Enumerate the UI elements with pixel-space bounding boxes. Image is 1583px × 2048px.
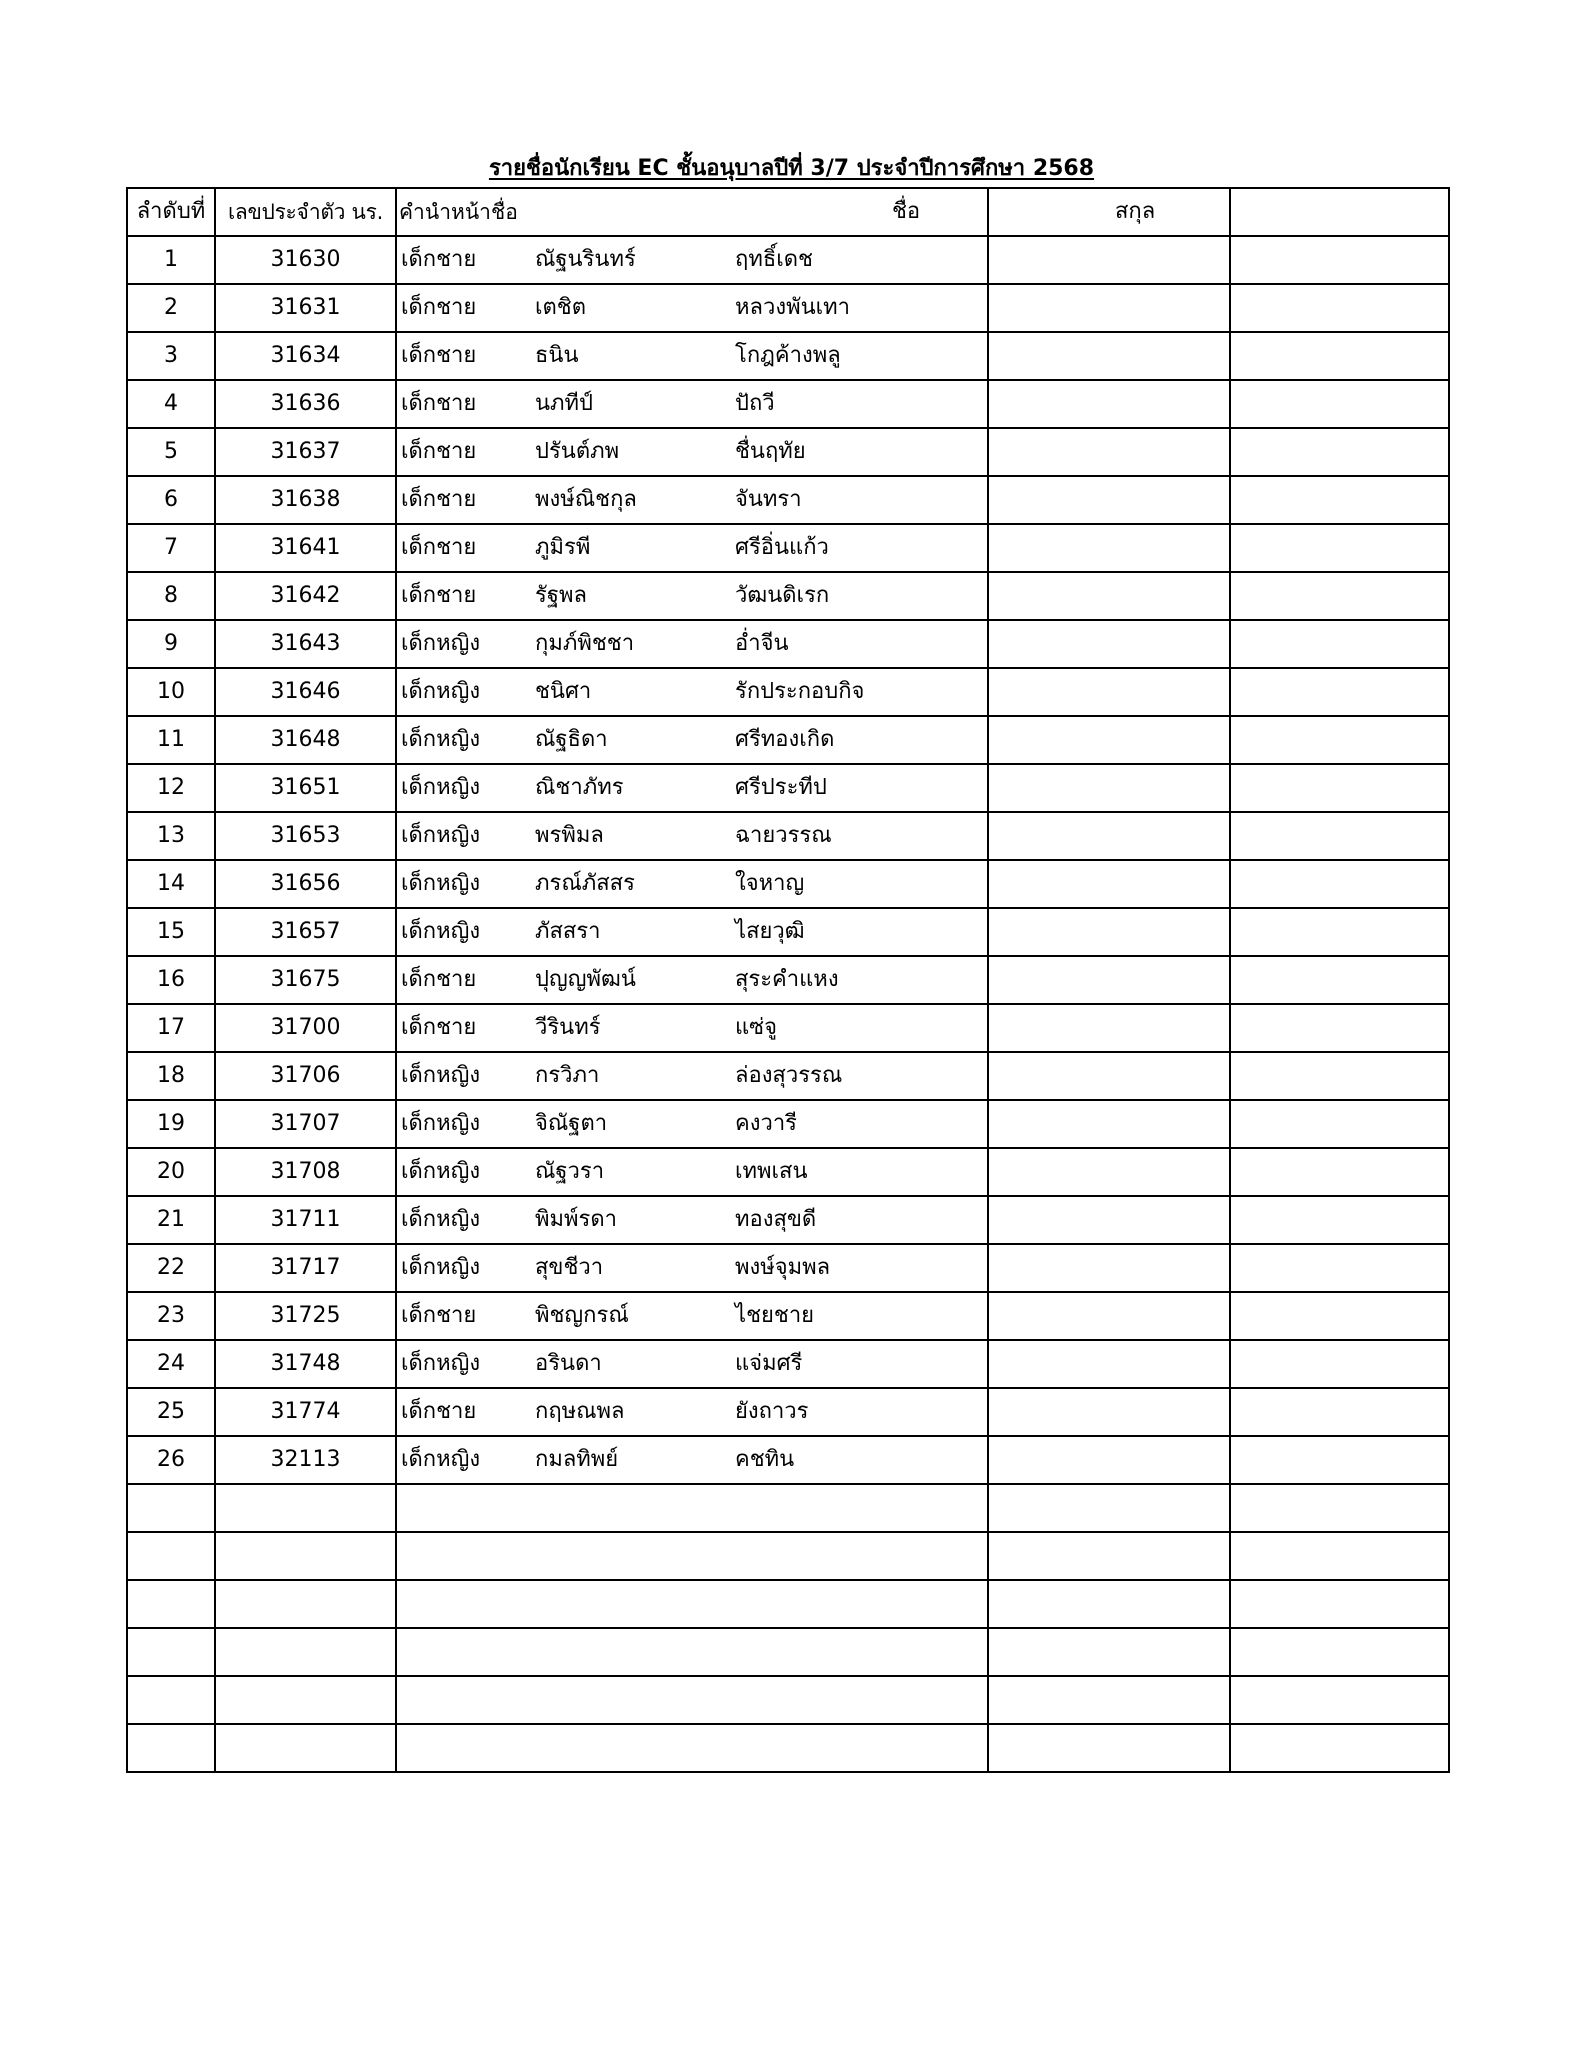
row-student-id: 31636: [215, 380, 396, 428]
row-name-cell: [396, 284, 988, 332]
row-first-name: ภรณ์ภัสสร: [535, 871, 635, 896]
empty-cell-blank-1: [988, 1676, 1230, 1724]
row-first-name: วีรินทร์: [535, 1015, 601, 1040]
row-blank-column-2: [1230, 380, 1449, 428]
table-row: [127, 1052, 1449, 1100]
header-no: ลำดับที่: [127, 188, 215, 236]
page-title: รายชื่อนักเรียน EC ชั้นอนุบาลปีที่ 3/7 ประจำปีการศึกษา 2568: [488, 156, 1095, 181]
row-no: 3: [127, 332, 215, 380]
row-blank-column-1: [988, 1004, 1230, 1052]
row-student-id: 31642: [215, 572, 396, 620]
row-no: 14: [127, 860, 215, 908]
row-last-name: ทองสุขดี: [735, 1207, 817, 1232]
empty-cell-blank-2: [1230, 1724, 1449, 1772]
header-student-id: เลขประจำตัว นร.: [215, 188, 396, 236]
roster-body: [127, 188, 1449, 1772]
table-row: [127, 668, 1449, 716]
row-blank-column-1: [988, 524, 1230, 572]
row-blank-column-1: [988, 860, 1230, 908]
row-blank-column-2: [1230, 1052, 1449, 1100]
row-last-name: ศรีอิ่นแก้ว: [735, 535, 829, 560]
empty-cell-student-id: [215, 1580, 396, 1628]
row-blank-column-2: [1230, 764, 1449, 812]
row-first-name: ชนิศา: [535, 679, 592, 704]
row-no: 6: [127, 476, 215, 524]
row-student-id: 31638: [215, 476, 396, 524]
empty-cell-no: [127, 1484, 215, 1532]
empty-table-row: [127, 1628, 1449, 1676]
empty-cell-name: [396, 1484, 988, 1532]
row-last-name: หลวงพันเทา: [735, 295, 850, 320]
row-prefix: เด็กชาย: [401, 1399, 477, 1424]
row-blank-column-2: [1230, 1196, 1449, 1244]
table-row: [127, 1196, 1449, 1244]
row-name-cell: [396, 524, 988, 572]
row-first-name: รัฐพล: [535, 583, 587, 608]
table-row: [127, 1388, 1449, 1436]
row-prefix: เด็กหญิง: [401, 1447, 481, 1472]
row-prefix: เด็กชาย: [401, 391, 477, 416]
row-no: 17: [127, 1004, 215, 1052]
row-first-name: อรินดา: [535, 1351, 602, 1376]
row-prefix: เด็กชาย: [401, 439, 477, 464]
row-student-id: 31630: [215, 236, 396, 284]
row-last-name: จันทรา: [735, 487, 802, 512]
header-prefix: คำนำหน้าชื่อ: [399, 200, 518, 224]
empty-cell-blank-2: [1230, 1580, 1449, 1628]
row-first-name: พงษ์ณิชกุล: [535, 487, 637, 512]
empty-cell-blank-2: [1230, 1628, 1449, 1676]
row-no: 1: [127, 236, 215, 284]
row-blank-column-1: [988, 380, 1230, 428]
row-name-cell: [396, 1148, 988, 1196]
row-blank-column-1: [988, 1052, 1230, 1100]
row-blank-column-2: [1230, 572, 1449, 620]
row-blank-column-2: [1230, 1004, 1449, 1052]
row-first-name: กฤษณพล: [535, 1399, 625, 1424]
row-blank-column-2: [1230, 524, 1449, 572]
row-name-cell: [396, 1436, 988, 1484]
row-name-cell: [396, 668, 988, 716]
row-last-name: แซ่จู: [735, 1015, 778, 1040]
row-first-name: พรพิมล: [535, 823, 604, 848]
row-student-id: 31643: [215, 620, 396, 668]
row-last-name: คชทิน: [735, 1447, 795, 1472]
header-last-name: สกุล: [1115, 199, 1156, 224]
row-last-name: รักประกอบกิจ: [735, 679, 865, 704]
row-blank-column-2: [1230, 1100, 1449, 1148]
header-blank-column-1: [988, 188, 1230, 236]
row-name-cell: [396, 1196, 988, 1244]
table-row: [127, 812, 1449, 860]
row-student-id: 31707: [215, 1100, 396, 1148]
row-student-id: 31700: [215, 1004, 396, 1052]
empty-cell-blank-1: [988, 1580, 1230, 1628]
empty-cell-student-id: [215, 1724, 396, 1772]
row-blank-column-1: [988, 1148, 1230, 1196]
row-blank-column-2: [1230, 1148, 1449, 1196]
row-no: 19: [127, 1100, 215, 1148]
row-name-cell: [396, 380, 988, 428]
row-last-name: ศรีทองเกิด: [735, 727, 835, 752]
row-last-name: ยังถาวร: [735, 1399, 809, 1424]
row-student-id: 31631: [215, 284, 396, 332]
empty-cell-blank-1: [988, 1724, 1230, 1772]
row-prefix: เด็กหญิง: [401, 1207, 481, 1232]
row-blank-column-2: [1230, 476, 1449, 524]
row-no: 7: [127, 524, 215, 572]
row-prefix: เด็กหญิง: [401, 679, 481, 704]
row-no: 16: [127, 956, 215, 1004]
row-last-name: ฉายวรรณ: [735, 823, 832, 848]
row-prefix: เด็กชาย: [401, 343, 477, 368]
row-no: 4: [127, 380, 215, 428]
empty-cell-no: [127, 1532, 215, 1580]
row-name-cell: [396, 1292, 988, 1340]
row-no: 10: [127, 668, 215, 716]
table-row: [127, 764, 1449, 812]
row-prefix: เด็กหญิง: [401, 775, 481, 800]
row-blank-column-1: [988, 476, 1230, 524]
row-name-cell: [396, 860, 988, 908]
empty-cell-blank-2: [1230, 1532, 1449, 1580]
row-last-name: สุระคำแหง: [735, 967, 839, 992]
empty-cell-student-id: [215, 1484, 396, 1532]
row-no: 8: [127, 572, 215, 620]
row-blank-column-2: [1230, 1388, 1449, 1436]
empty-cell-student-id: [215, 1676, 396, 1724]
row-name-cell: [396, 812, 988, 860]
row-blank-column-1: [988, 620, 1230, 668]
table-row: [127, 860, 1449, 908]
row-prefix: เด็กชาย: [401, 1303, 477, 1328]
row-no: 25: [127, 1388, 215, 1436]
row-prefix: เด็กหญิง: [401, 1159, 481, 1184]
row-blank-column-2: [1230, 1292, 1449, 1340]
row-first-name: ณัฐธิดา: [535, 727, 608, 752]
row-student-id: 31651: [215, 764, 396, 812]
row-no: 23: [127, 1292, 215, 1340]
row-name-cell: [396, 236, 988, 284]
row-prefix: เด็กหญิง: [401, 1111, 481, 1136]
row-last-name: ล่องสุวรรณ: [735, 1063, 843, 1088]
row-blank-column-1: [988, 1340, 1230, 1388]
header-blank-column-2: [1230, 188, 1449, 236]
row-last-name: คงวารี: [735, 1111, 797, 1136]
row-first-name: กุมภ์พิชชา: [535, 631, 635, 656]
row-name-cell: [396, 1388, 988, 1436]
table-row: [127, 1436, 1449, 1484]
row-first-name: ภูมิรพี: [535, 535, 591, 560]
row-first-name: กมลทิพย์: [535, 1447, 619, 1472]
row-blank-column-2: [1230, 1340, 1449, 1388]
row-no: 21: [127, 1196, 215, 1244]
empty-cell-no: [127, 1580, 215, 1628]
row-last-name: ศรีประทีป: [735, 775, 827, 800]
row-prefix: เด็กชาย: [401, 583, 477, 608]
row-last-name: ฤทธิ์เดช: [735, 247, 813, 272]
row-blank-column-2: [1230, 428, 1449, 476]
empty-cell-student-id: [215, 1628, 396, 1676]
table-row: [127, 620, 1449, 668]
empty-table-row: [127, 1532, 1449, 1580]
row-student-id: 31648: [215, 716, 396, 764]
row-blank-column-2: [1230, 1436, 1449, 1484]
row-blank-column-2: [1230, 620, 1449, 668]
row-last-name: วัฒนดิเรก: [735, 583, 830, 608]
row-blank-column-1: [988, 1100, 1230, 1148]
row-blank-column-1: [988, 236, 1230, 284]
row-first-name: ณัฐวรา: [535, 1159, 605, 1184]
row-blank-column-2: [1230, 668, 1449, 716]
row-no: 12: [127, 764, 215, 812]
row-name-cell: [396, 476, 988, 524]
row-blank-column-1: [988, 764, 1230, 812]
row-prefix: เด็กชาย: [401, 967, 477, 992]
row-student-id: 31725: [215, 1292, 396, 1340]
row-no: 9: [127, 620, 215, 668]
row-prefix: เด็กหญิง: [401, 919, 481, 944]
row-name-cell: [396, 332, 988, 380]
row-last-name: ชื่นฤทัย: [735, 439, 806, 464]
row-no: 2: [127, 284, 215, 332]
row-blank-column-1: [988, 1388, 1230, 1436]
row-blank-column-2: [1230, 236, 1449, 284]
row-no: 5: [127, 428, 215, 476]
row-first-name: ธนิน: [535, 343, 579, 368]
header-first-name: ชื่อ: [892, 199, 921, 224]
row-student-id: 32113: [215, 1436, 396, 1484]
row-blank-column-1: [988, 572, 1230, 620]
row-student-id: 31748: [215, 1340, 396, 1388]
empty-table-row: [127, 1724, 1449, 1772]
row-student-id: 31774: [215, 1388, 396, 1436]
row-blank-column-1: [988, 668, 1230, 716]
row-student-id: 31657: [215, 908, 396, 956]
row-last-name: ใจหาญ: [735, 871, 805, 896]
row-student-id: 31708: [215, 1148, 396, 1196]
row-name-cell: [396, 956, 988, 1004]
row-first-name: เตชิต: [535, 295, 587, 320]
empty-cell-no: [127, 1628, 215, 1676]
table-row: [127, 572, 1449, 620]
row-blank-column-1: [988, 908, 1230, 956]
row-blank-column-2: [1230, 716, 1449, 764]
row-first-name: สุขชีวา: [535, 1255, 604, 1280]
row-prefix: เด็กชาย: [401, 1015, 477, 1040]
empty-table-row: [127, 1580, 1449, 1628]
row-student-id: 31653: [215, 812, 396, 860]
header-name-cell: [396, 188, 1156, 236]
table-row: [127, 1004, 1449, 1052]
row-no: 13: [127, 812, 215, 860]
row-prefix: เด็กหญิง: [401, 1255, 481, 1280]
row-first-name: ปุญญพัฒน์: [535, 967, 636, 992]
row-blank-column-1: [988, 956, 1230, 1004]
row-last-name: พงษ์จุมพล: [735, 1255, 831, 1280]
row-student-id: 31675: [215, 956, 396, 1004]
row-no: 18: [127, 1052, 215, 1100]
row-last-name: ไชยชาย: [735, 1303, 815, 1328]
row-first-name: ภัสสรา: [535, 919, 601, 944]
table-row: [127, 956, 1449, 1004]
empty-cell-name: [396, 1724, 988, 1772]
row-last-name: แจ่มศรี: [735, 1351, 803, 1376]
row-blank-column-2: [1230, 1244, 1449, 1292]
empty-cell-blank-1: [988, 1532, 1230, 1580]
table-header-row: [127, 188, 1449, 236]
empty-cell-blank-1: [988, 1484, 1230, 1532]
row-first-name: ณัฐนรินทร์: [535, 247, 636, 272]
row-prefix: เด็กหญิง: [401, 1063, 481, 1088]
row-student-id: 31706: [215, 1052, 396, 1100]
row-first-name: พิชญกรณ์: [535, 1303, 629, 1328]
row-name-cell: [396, 1340, 988, 1388]
row-blank-column-1: [988, 428, 1230, 476]
row-first-name: นภทีป์: [535, 391, 594, 416]
row-no: 11: [127, 716, 215, 764]
row-blank-column-1: [988, 1436, 1230, 1484]
row-no: 20: [127, 1148, 215, 1196]
row-student-id: 31646: [215, 668, 396, 716]
row-blank-column-2: [1230, 812, 1449, 860]
row-last-name: โกฎค้างพลู: [735, 343, 841, 368]
table-row: [127, 908, 1449, 956]
table-row: [127, 1292, 1449, 1340]
row-name-cell: [396, 1004, 988, 1052]
row-blank-column-1: [988, 284, 1230, 332]
row-prefix: เด็กหญิง: [401, 727, 481, 752]
empty-cell-name: [396, 1532, 988, 1580]
row-student-id: 31637: [215, 428, 396, 476]
row-blank-column-2: [1230, 860, 1449, 908]
empty-table-row: [127, 1676, 1449, 1724]
row-name-cell: [396, 908, 988, 956]
row-blank-column-1: [988, 1244, 1230, 1292]
empty-cell-no: [127, 1676, 215, 1724]
row-student-id: 31656: [215, 860, 396, 908]
row-first-name: ปรันต์ภพ: [535, 439, 620, 464]
empty-cell-blank-2: [1230, 1484, 1449, 1532]
row-name-cell: [396, 716, 988, 764]
row-no: 26: [127, 1436, 215, 1484]
row-prefix: เด็กหญิง: [401, 871, 481, 896]
row-student-id: 31711: [215, 1196, 396, 1244]
row-last-name: ปัถวี: [735, 391, 775, 416]
empty-cell-name: [396, 1580, 988, 1628]
row-blank-column-1: [988, 332, 1230, 380]
row-no: 22: [127, 1244, 215, 1292]
row-no: 24: [127, 1340, 215, 1388]
row-student-id: 31634: [215, 332, 396, 380]
row-prefix: เด็กชาย: [401, 295, 477, 320]
empty-table-row: [127, 1484, 1449, 1532]
row-first-name: พิมพ์รดา: [535, 1207, 617, 1232]
table-row: [127, 284, 1449, 332]
row-blank-column-1: [988, 1196, 1230, 1244]
empty-cell-no: [127, 1724, 215, 1772]
row-prefix: เด็กชาย: [401, 535, 477, 560]
table-row: [127, 428, 1449, 476]
empty-cell-name: [396, 1628, 988, 1676]
empty-cell-blank-1: [988, 1628, 1230, 1676]
row-first-name: ณิชาภัทร: [535, 775, 624, 800]
row-prefix: เด็กชาย: [401, 247, 477, 272]
row-first-name: จิณัฐตา: [535, 1111, 608, 1136]
table-row: [127, 1244, 1449, 1292]
row-blank-column-1: [988, 716, 1230, 764]
row-prefix: เด็กชาย: [401, 487, 477, 512]
student-roster-table: [126, 187, 1450, 1773]
table-row: [127, 476, 1449, 524]
row-prefix: เด็กหญิง: [401, 823, 481, 848]
row-blank-column-2: [1230, 956, 1449, 1004]
row-name-cell: [396, 572, 988, 620]
row-name-cell: [396, 428, 988, 476]
row-blank-column-2: [1230, 332, 1449, 380]
empty-cell-name: [396, 1676, 988, 1724]
row-prefix: เด็กหญิง: [401, 1351, 481, 1376]
table-row: [127, 380, 1449, 428]
table-row: [127, 524, 1449, 572]
table-row: [127, 716, 1449, 764]
table-row: [127, 1340, 1449, 1388]
table-row: [127, 332, 1449, 380]
empty-cell-blank-2: [1230, 1676, 1449, 1724]
row-student-id: 31641: [215, 524, 396, 572]
row-name-cell: [396, 1244, 988, 1292]
table-row: [127, 1100, 1449, 1148]
empty-cell-student-id: [215, 1532, 396, 1580]
row-last-name: ไสยวุฒิ: [735, 919, 805, 944]
table-row: [127, 236, 1449, 284]
row-name-cell: [396, 1052, 988, 1100]
row-name-cell: [396, 1100, 988, 1148]
row-prefix: เด็กหญิง: [401, 631, 481, 656]
row-blank-column-1: [988, 1292, 1230, 1340]
row-name-cell: [396, 764, 988, 812]
row-blank-column-1: [988, 812, 1230, 860]
row-name-cell: [396, 620, 988, 668]
row-student-id: 31717: [215, 1244, 396, 1292]
row-last-name: เทพเสน: [735, 1159, 808, 1184]
row-first-name: กรวิภา: [535, 1063, 600, 1088]
row-blank-column-2: [1230, 284, 1449, 332]
row-blank-column-2: [1230, 908, 1449, 956]
row-last-name: อ่ำจีน: [735, 631, 789, 656]
table-row: [127, 1148, 1449, 1196]
row-no: 15: [127, 908, 215, 956]
